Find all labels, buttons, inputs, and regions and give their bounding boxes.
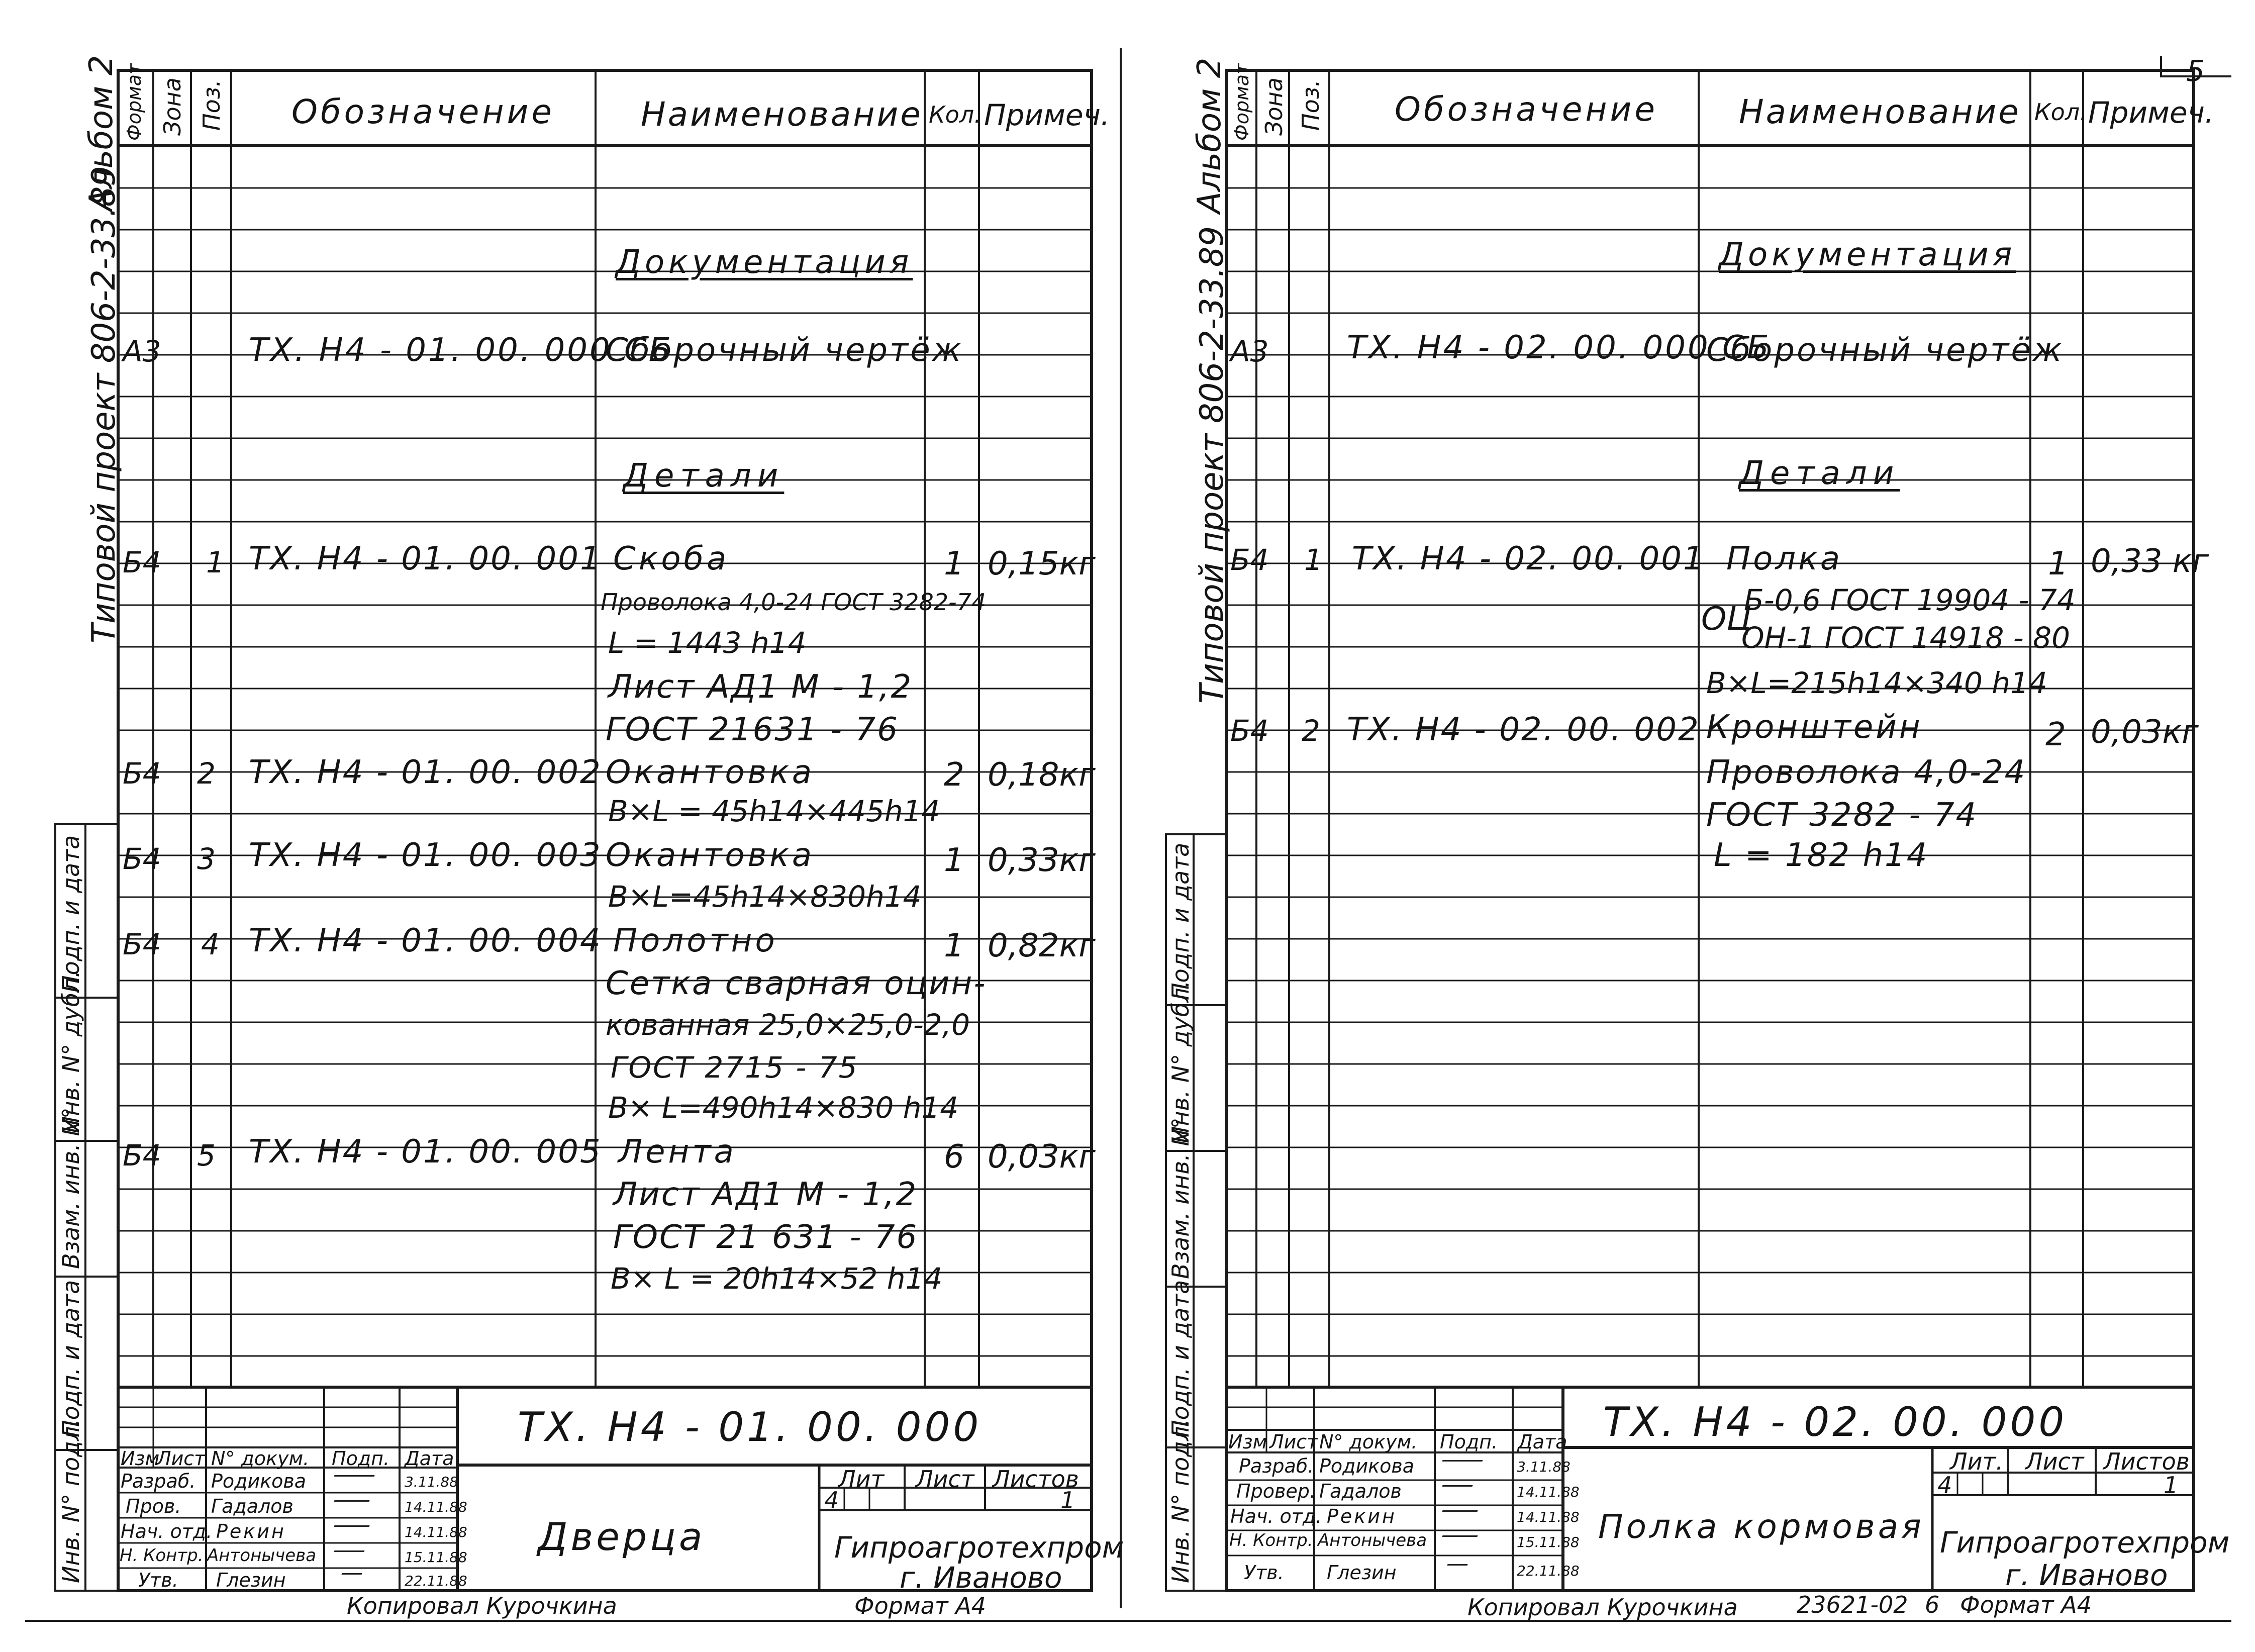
row-format: Б4 [123,842,161,876]
tb-role: Нач. отд. [121,1520,213,1542]
section-documentation: Документация [1719,236,2016,273]
row-name: В× L = 20h14×52 h14 [611,1261,943,1296]
row-name: Б-0,6 ГОСТ 19904 - 74 [1744,583,2076,617]
header-format: Формат [123,63,145,141]
row-qty: 1 [944,842,964,879]
stamp-podp-data-2: Подп. и дата [57,835,84,993]
tb-person: Антонычева [207,1545,317,1566]
signature-mark [1442,1460,1483,1462]
row-name: Окантовка [606,837,815,874]
row-name: Лента [618,1133,737,1171]
row-pos: 2 [197,756,216,791]
row-name: Скоба [613,540,730,577]
stamp-podp-data: Подп. и дата [57,1280,84,1437]
row-name-prefix: ОЦ [1701,601,1752,638]
tb-date: 14.11.88 [405,1499,467,1515]
tb-head-doc: N° докум. [211,1447,310,1470]
tb-person: Антонычева [1318,1530,1427,1550]
row-name: Сборочный чертёж [606,332,963,369]
tb-date: 14.11.88 [405,1524,467,1540]
stamp-podp-data: Подп. и дата [1167,1280,1194,1437]
row-name: Сборочный чертёж [1706,332,2064,369]
tb-head-date: Дата [405,1447,454,1470]
row-note: 0,33кг [988,842,1096,879]
row-name: Лист АД1 М - 1,2 [613,1176,918,1213]
tb-role: Разраб. [1239,1455,1314,1477]
row-name: В× L=490h14×830 h14 [608,1091,959,1125]
tb-date: 22.11.88 [1517,1563,1580,1579]
header-zone: Зона [1260,77,1288,136]
sheets-value: 1 [2164,1472,2179,1499]
footer-format: Формат А4 [854,1592,986,1619]
row-name: В×L=215h14×340 h14 [1706,666,2047,700]
tb-date: 14.11.88 [1517,1509,1580,1525]
row-name: В×L = 45h14×445h14 [608,794,940,828]
row-pos: 4 [201,927,220,961]
tb-date: 22.11.88 [405,1573,467,1589]
side-project-label: Типовой проект 806-2-33.89 [1194,226,1231,704]
stamp-inv-podl: Инв. N° подл. [57,1419,84,1583]
row-name: ГОСТ 21631 - 76 [606,711,899,748]
signature-mark [1442,1535,1478,1537]
row-name: Окантовка [606,754,815,791]
row-name: Лист АД1 М - 1,2 [608,668,913,706]
row-name: Кронштейн [1706,709,1923,746]
side-album-label: Альбом 2 [1191,57,1228,214]
row-designation: ТХ. Н4 - 01. 00. 000 СБ [249,332,673,369]
header-name: Наименование [641,95,923,134]
tb-person: Глезин [1327,1562,1397,1584]
tb-role: Утв. [1244,1562,1284,1584]
tb-date: 3.11.88 [405,1474,458,1490]
row-format: Б4 [123,756,161,791]
org-name: Гипроагротехпром [834,1530,1124,1565]
sheet-label: Лист [2025,1448,2084,1475]
stamp-inv-dubl: Инв. N° дубл. [57,970,84,1133]
org-city: г. Иваново [2005,1558,2168,1592]
row-format: Б4 [1230,714,1269,748]
header-format: Формат [1231,63,1253,141]
sheet-label: Лист [916,1466,974,1493]
row-note: 0,82кг [988,927,1096,964]
footer-copied: Копировал Курочкина [1467,1594,1738,1621]
row-name: Полка [1726,540,1843,577]
row-designation: ТХ. Н4 - 01. 00. 005 [249,1133,602,1171]
tb-head-izm: Изм [121,1447,160,1470]
tb-person: Гадалов [1319,1480,1402,1502]
row-pos: 1 [206,545,225,579]
doc-code: ТХ. Н4 - 02. 00. 000 [1603,1399,2068,1445]
header-pos: Поз. [198,79,225,131]
section-details: Детали [623,457,785,495]
tb-role: Провер. [1236,1480,1316,1502]
tb-role: Н. Контр. [120,1545,204,1566]
row-name-2: ОН-1 ГОСТ 14918 - 80 [1741,621,2070,655]
row-qty: 2 [2045,716,2066,753]
signature-mark [1442,1510,1478,1512]
tb-date: 3.11.88 [1517,1459,1571,1475]
header-designation: Обозначение [1395,90,1658,129]
row-designation: ТХ. Н4 - 01. 00. 003 [249,837,602,874]
row-qty: 1 [944,927,964,964]
org-name: Гипроагротехпром [1940,1525,2230,1560]
row-name: ГОСТ 21 631 - 76 [613,1219,919,1256]
row-note: 0,18кг [988,756,1096,794]
tb-role: Н. Контр. [1229,1530,1313,1550]
lit-value: 4 [1937,1472,1952,1499]
signature-mark [334,1525,369,1527]
row-format: Б4 [123,927,161,961]
lit-label: Лит. [1950,1448,2003,1475]
sheets-label: Листов [993,1466,1079,1493]
signature-mark [1442,1485,1473,1487]
tb-person: Гадалов [211,1495,293,1517]
section-documentation: Документация [616,244,913,281]
tb-date: 14.11.88 [1517,1484,1580,1500]
row-pos: 1 [1304,543,1323,577]
right-sheet-grid [1166,70,2194,1591]
row-qty: 6 [944,1138,964,1176]
row-designation: ТХ. Н4 - 01. 00. 004 [249,922,602,959]
doc-code: ТХ. Н4 - 01. 00. 000 [518,1404,982,1450]
stamp-vzam-inv: Взам. инв. N° [1167,1117,1194,1279]
row-name: кованная 25,0×25,0-2,0 [606,1008,970,1042]
header-note: Примеч. [2088,95,2214,130]
side-album-label: Альбом 2 [83,55,120,211]
row-name: Проволока 4,0-24 ГОСТ 3282-74 [601,589,987,616]
stamp-podp-data-2: Подп. и дата [1167,842,1194,1000]
row-name: В×L=45h14×830h14 [608,880,922,914]
tb-head-list: Лист [157,1447,206,1470]
header-designation: Обозначение [291,92,555,131]
page-number: 5 [2186,54,2205,88]
stamp-inv-podl: Инв. N° подл. [1167,1419,1194,1583]
row-designation: ТХ. Н4 - 02. 00. 000 СБ [1347,329,1771,366]
tb-head-sign: Подп. [332,1447,390,1470]
section-details: Детали [1739,455,1900,492]
row-pos: 5 [197,1138,216,1173]
header-qty: Кол. [929,101,982,128]
side-project-label: Типовой проект 806-2-33.89 [85,165,123,643]
footer-copied: Копировал Курочкина [347,1592,617,1619]
row-format: Б4 [1230,543,1269,577]
row-note: 0,03кг [988,1138,1096,1176]
tb-date: 15.11.88 [405,1549,467,1566]
row-format: Б4 [123,1138,161,1173]
row-qty: 2 [944,756,964,794]
row-pos: 3 [197,842,216,876]
tb-person: Глезин [216,1569,286,1591]
row-name: Проволока 4,0-24 [1706,754,2027,791]
org-city: г. Иваново [900,1561,1062,1595]
signature-mark [341,1573,362,1575]
tb-head-date: Дата [1518,1431,1567,1453]
row-note: 0,03кг [2091,714,2199,751]
row-format: А3 [123,334,161,368]
doc-title: Дверца [538,1514,706,1559]
row-format: А3 [1230,334,1269,368]
header-name: Наименование [1739,92,2021,131]
row-name: Сетка сварная оцин- [606,965,987,1002]
tb-head-sign: Подп. [1440,1431,1498,1453]
header-pos: Поз. [1297,79,1324,131]
header-qty: Кол. [2034,99,2087,126]
tb-person: Рекин [1327,1505,1397,1527]
tb-person: Рекин [216,1520,286,1542]
stamp-inv-dubl: Инв. N° дубл. [1167,980,1194,1143]
signature-mark [334,1475,374,1477]
tb-role: Пров. [126,1495,181,1517]
tb-head-doc: N° докум. [1319,1431,1418,1453]
header-note: Примеч. [984,98,1110,132]
tb-date: 15.11.88 [1517,1534,1580,1550]
footer-sheet: 6 [1925,1591,1940,1618]
row-name: Полотно [613,922,778,959]
row-pos: 2 [1302,714,1320,748]
tb-role: Нач. отд. [1230,1505,1322,1527]
doc-title: Полка кормовая [1598,1507,1924,1546]
tb-head-list: Лист [1269,1431,1318,1453]
row-designation: ТХ. Н4 - 02. 00. 002 [1347,711,1700,748]
tb-person: Родикова [1319,1455,1415,1477]
sheets-label: Листов [2103,1448,2190,1475]
stamp-vzam-inv: Взам. инв. N° [57,1107,84,1269]
sheets-value: 1 [1060,1487,1075,1514]
row-qty: 1 [944,545,964,582]
row-qty: 1 [2048,545,2069,582]
row-designation: ТХ. Н4 - 01. 00. 001 [249,540,602,577]
signature-mark [1447,1564,1467,1566]
row-name: L = 1443 h14 [608,626,807,660]
tb-head-izm: Изм [1228,1431,1267,1453]
row-note: 0,33 кг [2091,543,2209,580]
header-zone: Зона [159,77,186,136]
row-designation: ТХ. Н4 - 01. 00. 002 [249,754,602,791]
row-format: Б4 [123,545,161,579]
row-designation: ТХ. Н4 - 02. 00. 001 [1352,540,1705,577]
lit-value: 4 [824,1487,839,1514]
row-note: 0,15кг [988,545,1096,582]
lit-label: Лит [838,1466,885,1493]
tb-role: Разраб. [121,1470,196,1492]
row-name: ГОСТ 2715 - 75 [611,1050,859,1085]
tb-person: Родикова [211,1470,307,1492]
row-name: ГОСТ 3282 - 74 [1706,797,1978,834]
left-sheet-grid [55,70,1092,1595]
signature-mark [334,1550,364,1552]
signature-mark [334,1500,369,1502]
footer-format: Формат А4 [1960,1591,2092,1618]
footer-code: 23621-02 [1797,1591,1908,1618]
tb-role: Утв. [138,1569,178,1591]
row-name: L = 182 h14 [1714,837,1929,874]
